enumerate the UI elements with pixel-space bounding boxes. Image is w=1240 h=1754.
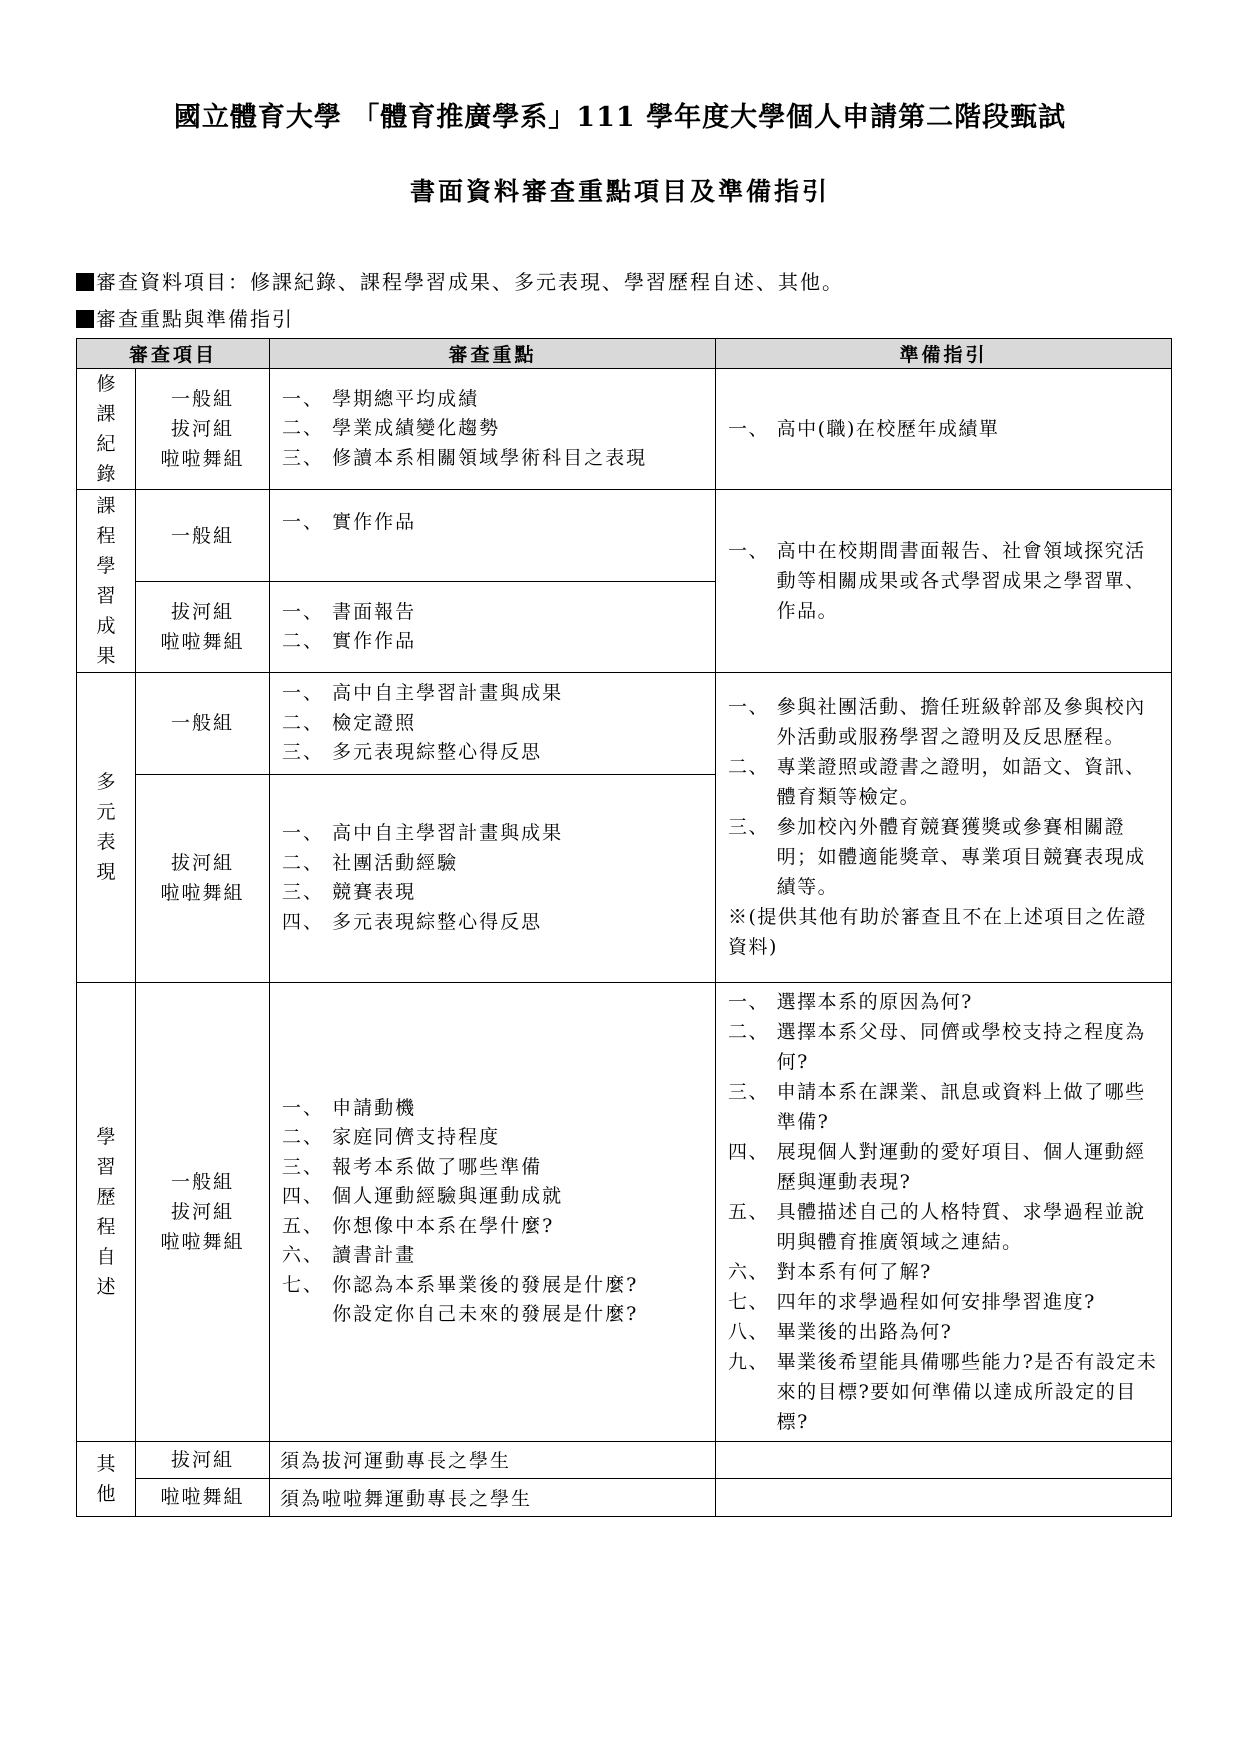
list-item (282, 878, 707, 908)
list-item (728, 1137, 1163, 1197)
list-item (282, 709, 707, 739)
list-item-text: 你想像中本系在學什麼? (332, 1214, 555, 1237)
table-header-row (77, 339, 1172, 369)
list-item (728, 1017, 1163, 1077)
guide-cell (716, 1478, 1172, 1516)
list-item (282, 1182, 707, 1212)
group-label: 拔河組 (171, 852, 235, 874)
group-cell (136, 673, 270, 775)
list-item-number: 二、 (282, 851, 333, 874)
list-item (282, 819, 707, 849)
list-item (728, 752, 1163, 812)
list-item-text: 參加校內外體育競賽獲獎或參賽相關證明；如體適能獎章、專業項目競賽表現成績等。 (776, 816, 1146, 899)
points-cell (270, 582, 716, 673)
list-item-number: 四、 (282, 1185, 333, 1207)
list-item-text: 報考本系做了哪些準備 (332, 1155, 543, 1178)
list-item-text: 實作作品 (332, 630, 417, 652)
group-label: 啦啦舞組 (160, 1230, 245, 1253)
review-items-text: 審查資料項目：修課紀錄、課程學習成果、多元表現、學習歷程自述、其他。 (96, 270, 844, 294)
group-label: 一般組 (171, 712, 235, 735)
list-item-number: 一、 (282, 511, 333, 533)
list-item (282, 1241, 707, 1271)
table-row (77, 673, 1172, 775)
guide-cell (716, 369, 1172, 490)
group-cell (136, 369, 270, 490)
category-char: 他 (96, 1482, 116, 1505)
document-title: 國立體育大學 「體育推廣學系」111 學年度大學個人申請第二階段甄試 (173, 102, 1067, 133)
points-cell (270, 774, 716, 982)
category-char: 自 (96, 1245, 116, 1268)
points-cell (270, 673, 716, 775)
category-char: 課 (96, 495, 116, 517)
list-item-text: 學業成績變化趨勢 (332, 417, 501, 440)
list-item-number: 二、 (728, 1020, 777, 1043)
list-item-number: 二、 (282, 417, 333, 440)
list-item-text: 讀書計畫 (332, 1244, 417, 1266)
category-char: 程 (96, 525, 116, 547)
list-item-text: 申請本系在課業、訊息或資料上做了哪些準備? (776, 1080, 1146, 1133)
list-item (282, 1271, 707, 1330)
guide-note: ※(提供其他有助於審查且不在上述項目之佐證資料) (728, 906, 1147, 959)
group-label: 啦啦舞組 (160, 631, 245, 653)
points-cell: 須為啦啦舞運動專長之學生 (270, 1478, 716, 1516)
list-item-text: 修讀本系相關領域學術科目之表現 (332, 446, 648, 469)
list-item-text: 個人運動經驗與運動成就 (332, 1185, 564, 1207)
list-item-text: 具體描述自己的人格特質、求學過程並說明與體育推廣領域之連結。 (776, 1200, 1146, 1253)
list-item-number: 一、 (728, 418, 777, 440)
category-char: 課 (96, 403, 116, 425)
list-item-text: 高中自主學習計畫與成果 (332, 682, 564, 704)
guide-cell (716, 673, 1172, 983)
group-label: 拔河組 (171, 601, 235, 623)
list-item (728, 812, 1163, 902)
list-item-text: 多元表現綜整心得反思 (332, 910, 543, 933)
group-cell (136, 582, 270, 673)
guide-cell (716, 490, 1172, 673)
points-cell: 須為拔河運動專長之學生 (270, 1441, 716, 1478)
focus-text: 審查重點與準備指引 (96, 307, 294, 331)
list-item (728, 414, 1163, 444)
list-item-text: 申請動機 (332, 1096, 417, 1119)
list-item-text: 學期總平均成績 (332, 387, 480, 410)
list-item-text: 你認為本系畢業後的發展是什麼? 你設定你自己未來的發展是什麼? (332, 1273, 639, 1325)
list-item-number: 六、 (728, 1260, 777, 1283)
list-item (728, 1077, 1163, 1137)
black-square-bullet-icon (76, 310, 94, 328)
group-cell (136, 490, 270, 582)
list-item-text: 社團活動經驗 (332, 851, 459, 874)
list-item (282, 1094, 707, 1124)
category-cell (77, 982, 136, 1441)
list-item (728, 987, 1163, 1017)
list-item-number: 一、 (728, 696, 777, 719)
category-char: 成 (96, 615, 116, 637)
list-item-number: 四、 (282, 910, 333, 933)
list-item-number: 七、 (728, 1290, 777, 1313)
group-label: 拔河組 (171, 1200, 235, 1223)
list-item (282, 598, 707, 628)
category-char: 表 (96, 831, 116, 854)
points-cell (270, 982, 716, 1441)
category-char: 錄 (96, 463, 116, 485)
category-cell (77, 1441, 136, 1516)
header-guide: 準備指引 (716, 339, 1172, 369)
list-item-number: 九、 (728, 1350, 777, 1373)
list-item-text: 檢定證照 (332, 711, 417, 734)
header-review-item: 審查項目 (77, 339, 270, 369)
list-item (282, 908, 707, 938)
list-item-text: 專業證照或證書之證明，如語文、資訊、體育類等檢定。 (776, 756, 1146, 809)
list-item-number: 五、 (282, 1214, 333, 1237)
category-char: 現 (96, 861, 116, 884)
category-char: 習 (96, 1155, 116, 1178)
list-item-number: 二、 (282, 1126, 333, 1148)
black-square-bullet-icon (76, 273, 94, 291)
list-item-number: 八、 (728, 1320, 777, 1343)
table-row (77, 1478, 1172, 1516)
list-item-text: 畢業後的出路為何? (776, 1320, 953, 1343)
list-item-number: 三、 (282, 1155, 333, 1178)
list-item (282, 1212, 707, 1242)
list-item-text: 家庭同儕支持程度 (332, 1126, 501, 1148)
list-item (282, 444, 707, 474)
list-item-number: 三、 (728, 816, 777, 839)
list-item-number: 一、 (728, 990, 777, 1013)
category-cell (77, 673, 136, 983)
list-item-number: 一、 (282, 682, 333, 704)
list-item-number: 六、 (282, 1244, 333, 1266)
group-label: 一般組 (171, 524, 235, 547)
category-char: 修 (96, 373, 116, 395)
group-label: 拔河組 (171, 418, 235, 440)
category-char: 學 (96, 1125, 116, 1148)
focus-line (76, 303, 294, 332)
list-item-text: 競賽表現 (332, 881, 417, 903)
group-cell (136, 774, 270, 982)
list-item-number: 一、 (728, 540, 777, 562)
list-item-number: 二、 (282, 711, 333, 734)
list-item (728, 1257, 1163, 1287)
list-item (728, 1197, 1163, 1257)
list-item-number: 二、 (728, 756, 777, 779)
list-item-text: 高中在校期間書面報告、社會領域探究活動等相關成果或各式學習成果之學習單、作品。 (776, 540, 1146, 622)
category-char: 述 (96, 1275, 116, 1298)
list-item (282, 508, 707, 538)
list-item-text: 選擇本系的原因為何? (776, 990, 973, 1013)
list-item-text: 選擇本系父母、同儕或學校支持之程度為何? (776, 1020, 1146, 1073)
group-cell: 啦啦舞組 (136, 1478, 270, 1516)
points-cell (270, 490, 716, 582)
list-item-number: 五、 (728, 1200, 777, 1223)
list-item-number: 一、 (282, 1096, 333, 1119)
list-item-text: 高中自主學習計畫與成果 (332, 822, 564, 844)
list-item-text: 多元表現綜整心得反思 (332, 741, 543, 763)
list-item (282, 849, 707, 879)
group-label: 啦啦舞組 (160, 882, 245, 904)
table-row (77, 982, 1172, 1441)
list-item-text: 實作作品 (332, 511, 417, 533)
list-item (728, 1317, 1163, 1347)
list-item-text: 四年的求學過程如何安排學習進度? (776, 1290, 1096, 1313)
list-item (282, 679, 707, 709)
list-item-text: 高中(職)在校歷年成績單 (776, 418, 1000, 440)
document-subtitle: 書面資料審查重點項目及準備指引 (409, 177, 830, 206)
list-item-text: 對本系有何了解? (776, 1260, 932, 1283)
table-row (77, 1441, 1172, 1478)
group-cell (136, 982, 270, 1441)
category-char: 元 (96, 801, 116, 824)
list-item-number: 七、 (282, 1273, 333, 1296)
list-item (282, 627, 707, 657)
list-item (728, 536, 1163, 626)
category-char: 其 (96, 1452, 116, 1475)
category-char: 紀 (96, 433, 116, 455)
group-label: 一般組 (171, 388, 235, 410)
list-item-number: 一、 (282, 387, 333, 410)
list-item-text: 展現個人對運動的愛好項目、個人運動經歷與運動表現? (776, 1140, 1146, 1193)
category-char: 程 (96, 1215, 116, 1238)
table-row (77, 369, 1172, 490)
category-char: 歷 (96, 1185, 116, 1208)
list-item-number: 三、 (728, 1080, 777, 1103)
review-table (76, 338, 1172, 1517)
group-label: 啦啦舞組 (160, 448, 245, 470)
list-item-number: 四、 (728, 1140, 777, 1163)
category-char: 學 (96, 555, 116, 577)
list-item-number: 二、 (282, 630, 333, 652)
guide-cell (716, 982, 1172, 1441)
list-item-number: 一、 (282, 822, 333, 844)
guide-cell (716, 1441, 1172, 1478)
list-item (282, 414, 707, 444)
list-item (282, 738, 707, 768)
category-cell (77, 490, 136, 673)
list-item-number: 三、 (282, 741, 333, 763)
review-items-line (76, 266, 844, 295)
category-cell (77, 369, 136, 490)
list-item (728, 1287, 1163, 1317)
list-item-number: 三、 (282, 446, 333, 469)
table-row (77, 490, 1172, 582)
list-item-number: 一、 (282, 600, 333, 623)
category-char: 果 (96, 645, 116, 667)
guide-list (728, 692, 1163, 902)
group-label: 一般組 (171, 1170, 235, 1193)
list-item (282, 1123, 707, 1153)
list-item (282, 1153, 707, 1183)
list-item-number: 三、 (282, 881, 333, 903)
list-item (282, 385, 707, 415)
list-item-text: 參與社團活動、擔任班級幹部及參與校內外活動或服務學習之證明及反思歷程。 (776, 696, 1146, 749)
list-item (728, 692, 1163, 752)
category-char: 多 (96, 771, 116, 794)
category-char: 習 (96, 585, 116, 607)
group-cell: 拔河組 (136, 1441, 270, 1478)
points-cell (270, 369, 716, 490)
list-item-text: 畢業後希望能具備哪些能力?是否有設定未來的目標?要如何準備以達成所設定的目標? (776, 1350, 1158, 1433)
list-item (728, 1347, 1163, 1437)
header-review-focus: 審查重點 (270, 339, 716, 369)
list-item-text: 書面報告 (332, 600, 417, 623)
